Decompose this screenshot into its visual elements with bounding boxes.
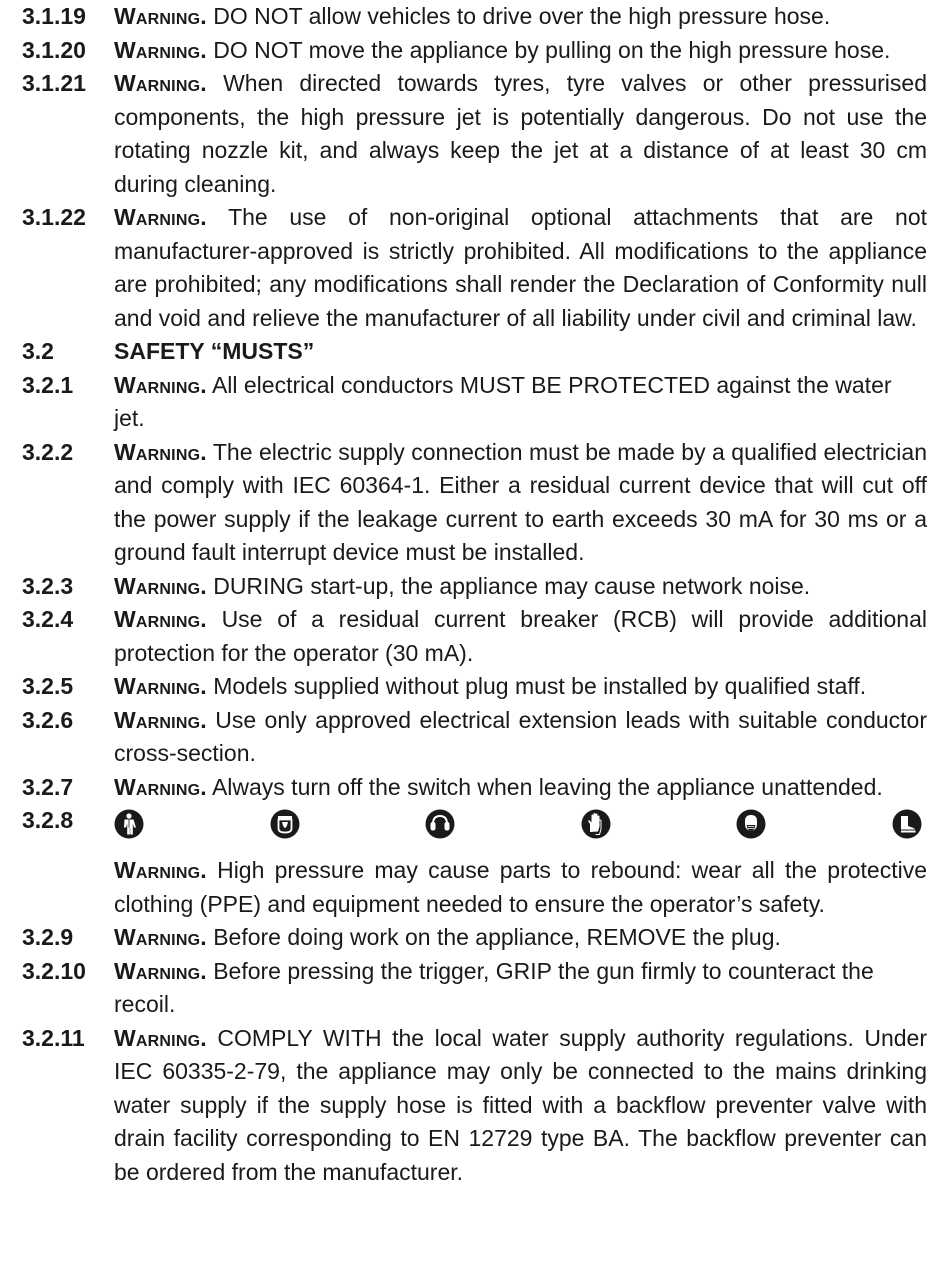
- protective-suit-icon: [114, 809, 144, 839]
- item-3-2-11: [22, 1022, 927, 1190]
- item-3-2-7: [22, 771, 927, 805]
- item-number: 3.2.10: [22, 957, 86, 984]
- warning-label: Warning.: [114, 204, 207, 230]
- ppe-icons-row: [114, 804, 922, 844]
- warning-label: Warning.: [114, 1024, 207, 1051]
- item-text: DO NOT move the appliance by pulling on the high pressure hose.: [213, 36, 891, 63]
- warning-label: Warning.: [114, 371, 207, 398]
- item-number: 3.2.1: [22, 371, 74, 398]
- item-text: Models supplied without plug must be installed by qualified staff.: [213, 673, 867, 699]
- item-3-1-19: [22, 0, 927, 34]
- warning-label: Warning.: [114, 924, 207, 950]
- item-number: 3.2.3: [22, 572, 74, 599]
- item-3-2-3: [22, 570, 927, 604]
- warning-label: Warning.: [114, 957, 207, 984]
- item-number: 3.1.20: [22, 36, 86, 63]
- item-text: When directed towards tyres, tyre valves or other pressurised components, the high pressure jet is potentially dangerous. Do not use the rotating nozzle kit, and always keep the jet at a distance of at least 30 cm during cleaning.: [114, 70, 927, 197]
- item-text: High pressure may cause parts to rebound: wear all the protective clothing (PPE) and equipment needed to ensure the operator’s safety.: [114, 857, 927, 917]
- warning-label: Warning.: [114, 706, 207, 733]
- section-title: SAFETY “MUSTS”: [114, 338, 315, 364]
- ear-protection-icon: [425, 809, 455, 839]
- item-3-2-1: [22, 369, 927, 436]
- item-3-2-9: [22, 921, 927, 955]
- item-3-2-8: [22, 804, 927, 921]
- item-number: 3.2.7: [22, 773, 74, 800]
- item-text: DURING start-up, the appliance may cause network noise.: [213, 572, 811, 599]
- item-3-1-22: [22, 201, 927, 335]
- item-3-1-21: [22, 67, 927, 201]
- warning-label: Warning.: [114, 572, 207, 599]
- gloves-icon: [581, 809, 611, 839]
- warning-label: Warning.: [114, 36, 207, 63]
- item-text: Always turn off the switch when leaving the appliance unattended.: [211, 773, 883, 800]
- warning-label: Warning.: [114, 857, 207, 883]
- item-text: The use of non-original optional attachments that are not manufacturer-approved is strictly prohibited. All modifications to the appliance are prohibited; any modifications shall render the Declaration of Conformity null and void and relieve the manufacturer of all liability under civil and criminal law.: [114, 204, 927, 331]
- manual-page: [22, 0, 927, 1189]
- face-shield-icon: [270, 809, 300, 839]
- item-3-2-5: [22, 670, 927, 704]
- item-number: 3.2.6: [22, 706, 74, 733]
- item-3-1-20: [22, 34, 927, 68]
- item-text: Before pressing the trigger, GRIP the gun firmly to counteract the recoil.: [114, 957, 874, 1017]
- item-number: 3.2.9: [22, 924, 74, 950]
- item-number: 3.1.22: [22, 204, 86, 230]
- item-number: 3.2.4: [22, 606, 74, 632]
- warning-label: Warning.: [114, 3, 207, 29]
- item-number: 3.2.8: [22, 807, 74, 833]
- warning-label: Warning.: [114, 606, 207, 632]
- item-text: Use only approved electrical extension leads with suitable conductor cross-section.: [114, 706, 927, 766]
- face-mask-icon: [736, 809, 766, 839]
- item-text: Before doing work on the appliance, REMOVE the plug.: [213, 924, 781, 950]
- warning-label: Warning.: [114, 438, 207, 465]
- warning-label: Warning.: [114, 773, 207, 800]
- warning-label: Warning.: [114, 70, 207, 96]
- warning-label: Warning.: [114, 673, 207, 699]
- item-text: The electric supply connection must be made by a qualified electrician and comply with IEC 60364-1. Either a residual current device that will cut off the power supply if the leakage current to earth exceeds 30 mA for 30 ms or a ground fault interrupt device must be installed.: [114, 438, 927, 565]
- item-number: 3.2.11: [22, 1024, 85, 1051]
- item-number: 3.2.2: [22, 438, 74, 465]
- item-number: 3.1.19: [22, 3, 86, 29]
- item-text: COMPLY WITH the local water supply authority regulations. Under IEC 60335-2-79, the appliance may only be connected to the mains drinking water supply if the supply hose is fitted with a backflow preventer valve with drain facility corresponding to EN 12729 type BA. The backflow preventer can be ordered from the manufacturer.: [114, 1024, 927, 1185]
- item-text: All electrical conductors MUST BE PROTECTED against the water jet.: [114, 371, 892, 431]
- item-number: 3.1.21: [22, 70, 86, 96]
- item-text: DO NOT allow vehicles to drive over the high pressure hose.: [213, 3, 831, 29]
- item-number: 3.2.5: [22, 673, 74, 699]
- safety-boots-icon: [892, 809, 922, 839]
- item-3-2-2: [22, 436, 927, 570]
- item-text: Use of a residual current breaker (RCB) will provide additional protection for the operator (30 mA).: [114, 606, 927, 666]
- item-3-2-6: [22, 704, 927, 771]
- section-number: 3.2: [22, 338, 54, 364]
- section-heading: [22, 335, 927, 369]
- item-3-2-10: [22, 955, 927, 1022]
- item-3-2-4: [22, 603, 927, 670]
